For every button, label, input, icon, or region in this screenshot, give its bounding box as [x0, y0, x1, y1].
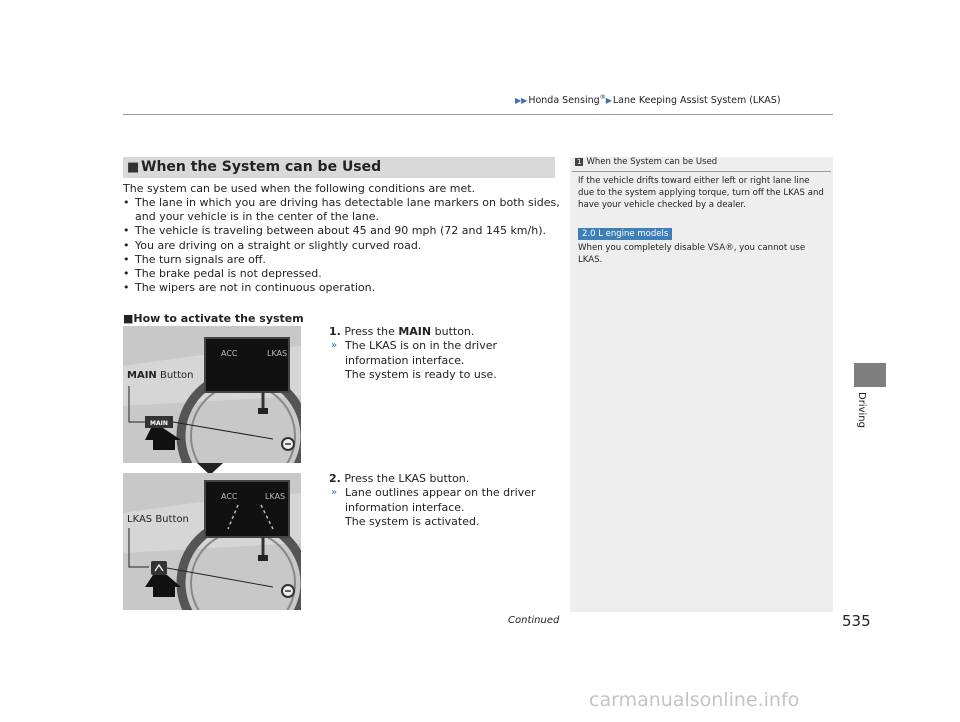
step-2: 2. Press the LKAS button. » Lane outlines appear on the driver information interface. The system is activated. [329, 472, 536, 528]
svg-text:ACC: ACC [221, 492, 238, 501]
section-marker: ■ [127, 160, 140, 175]
svg-text:ACC: ACC [221, 349, 238, 358]
list-item: • The vehicle is traveling between about 45 and 90 mph (72 and 145 km/h). [123, 224, 546, 238]
result-arrow-icon: » [331, 487, 338, 499]
svg-text:LKAS: LKAS [267, 349, 288, 358]
list-item: • You are driving on a straight or slightly curved road. [123, 238, 422, 252]
chapter-tab [854, 363, 886, 387]
header-rule [123, 114, 833, 115]
step-1: 1. Press the MAIN button. » The LKAS is on in the driver information interface. The system is ready to use. [329, 325, 498, 381]
sidebar-rule [572, 171, 831, 172]
section-header [123, 157, 555, 178]
list-item: • The brake pedal is not depressed. [123, 267, 322, 281]
sidebar-title: 1 When the System can be Used [577, 157, 718, 167]
result-arrow-icon: » [331, 340, 338, 352]
breadcrumb-part1: Honda Sensing [528, 95, 600, 107]
watermark: carmanualsonline.info [589, 689, 800, 711]
chapter-tab-label: Driving [856, 392, 867, 428]
svg-text:MAIN: MAIN [150, 420, 168, 427]
lkas-button-illustration [123, 473, 301, 610]
sidebar-paragraph-2: When you completely disable VSA®, you cannot use LKAS. [578, 243, 806, 266]
page-number: 535 [842, 612, 871, 630]
list-item: • The wipers are not in continuous operation. [123, 281, 376, 295]
intro-text: The system can be used when the following conditions are met. [123, 182, 476, 195]
breadcrumb-part2: Lane Keeping Assist System (LKAS) [612, 95, 781, 107]
list-item: • The turn signals are off. [123, 252, 266, 266]
lkas-button-callout: LKAS Button [127, 514, 189, 525]
subsection-title: ■How to activate the system [123, 312, 304, 325]
svg-text:LKAS: LKAS [265, 492, 286, 501]
breadcrumb-arrow-icon: ▶▶ [515, 96, 528, 106]
list-item: • The lane in which you are driving has detectable lane markers on both sides, and your vehicle is in the center of the lane. [123, 196, 560, 224]
continued-label: Continued [508, 615, 560, 626]
sidebar-note [570, 157, 833, 612]
section-title: When the System can be Used [141, 159, 382, 175]
main-button-callout: MAIN Button [127, 370, 194, 381]
main-button-illustration [123, 326, 301, 463]
conditions-list [123, 196, 563, 295]
main-label: MAIN [398, 325, 432, 338]
registered-mark: ® [599, 94, 606, 101]
breadcrumb-arrow-icon: ▶ [605, 96, 612, 106]
sidebar-paragraph-1: If the vehicle drifts toward either left or right lane line due to the system applying torque, turn off the LKAS and have your vehicle checked by a dealer. [578, 176, 824, 211]
model-badge: 2.0 L engine models [578, 228, 672, 240]
breadcrumb [515, 94, 781, 106]
